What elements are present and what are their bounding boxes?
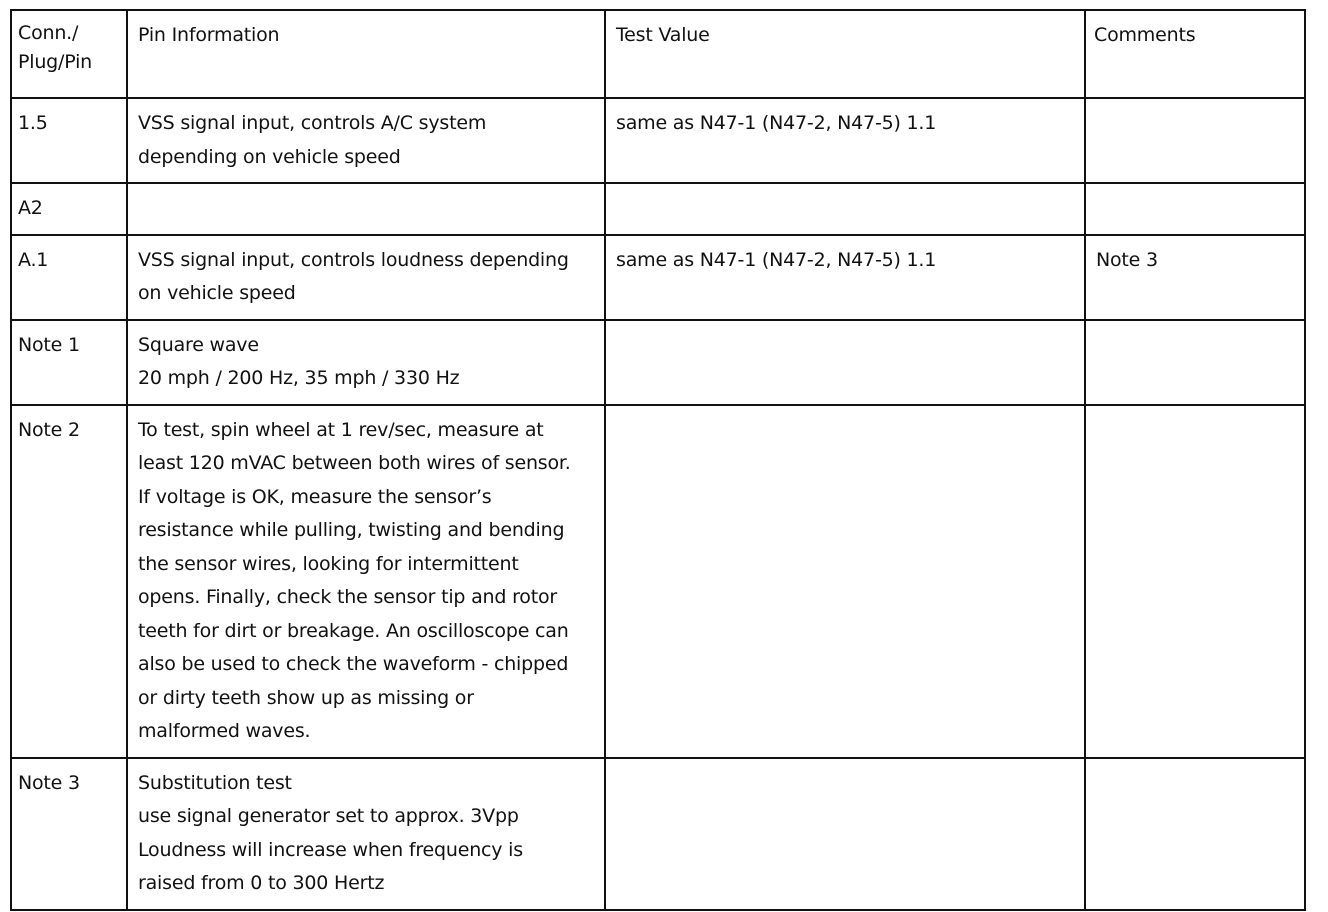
header-test-value: Test Value bbox=[605, 10, 1085, 98]
pin-info-line: also be used to check the waveform - chipped bbox=[138, 653, 569, 675]
conn-cell: Note 3 bbox=[11, 758, 127, 910]
table-header-row bbox=[11, 10, 1305, 98]
test-value-cell bbox=[605, 758, 1085, 910]
pin-info-line: Square wave bbox=[138, 333, 259, 356]
pin-info-line: malformed waves. bbox=[138, 720, 311, 742]
pin-info-cell bbox=[127, 98, 605, 183]
conn-cell: 1.5 bbox=[11, 98, 127, 183]
pin-info-line: To test, spin wheel at 1 rev/sec, measure at bbox=[138, 418, 544, 441]
test-value-cell bbox=[605, 320, 1085, 405]
pin-info-line: Substitution test bbox=[138, 771, 292, 794]
conn-cell: Note 2 bbox=[11, 405, 127, 758]
test-value-cell bbox=[605, 183, 1085, 235]
comments-cell bbox=[1085, 183, 1305, 235]
test-value-cell bbox=[605, 405, 1085, 758]
pin-info-line: If voltage is OK, measure the sensor’s bbox=[138, 485, 492, 508]
header-conn-plug-pin bbox=[11, 10, 127, 98]
pin-info-line: 20 mph / 200 Hz, 35 mph / 330 Hz bbox=[138, 367, 460, 389]
test-value-cell: same as N47-1 (N47-2, N47-5) 1.1 bbox=[605, 235, 1085, 320]
table-row bbox=[11, 405, 1305, 758]
table-row bbox=[11, 758, 1305, 910]
conn-cell: Note 1 bbox=[11, 320, 127, 405]
pin-info-line: VSS signal input, controls A/C system bbox=[138, 112, 487, 134]
header-conn-line-2: Plug/Pin bbox=[18, 51, 93, 73]
header-conn-line-1: Conn./ bbox=[18, 22, 79, 44]
pin-info-line: teeth for dirt or breakage. An oscilloscope can bbox=[138, 619, 569, 642]
pin-info-line: VSS signal input, controls loudness depending bbox=[138, 248, 569, 271]
pin-info-line: Loudness will increase when frequency is bbox=[138, 838, 523, 861]
pin-info-cell bbox=[127, 320, 605, 405]
header-pin-information: Pin Information bbox=[127, 10, 605, 98]
pin-info-line: on vehicle speed bbox=[138, 282, 296, 304]
test-value-cell: same as N47-1 (N47-2, N47-5) 1.1 bbox=[605, 98, 1085, 183]
pin-info-line: use signal generator set to approx. 3Vpp bbox=[138, 805, 519, 827]
pin-info-cell bbox=[127, 405, 605, 758]
pin-info-cell bbox=[127, 758, 605, 910]
header-comments: Comments bbox=[1085, 10, 1305, 98]
pin-info-cell bbox=[127, 235, 605, 320]
pin-info-line: resistance while pulling, twisting and bending bbox=[138, 519, 565, 541]
table-row bbox=[11, 320, 1305, 405]
table-row bbox=[11, 98, 1305, 183]
pin-info-line: raised from 0 to 300 Hertz bbox=[138, 872, 385, 894]
comments-cell bbox=[1085, 98, 1305, 183]
conn-cell: A2 bbox=[11, 183, 127, 235]
comments-cell bbox=[1085, 758, 1305, 910]
pin-info-line: least 120 mVAC between both wires of sensor. bbox=[138, 452, 571, 474]
pin-info-line: the sensor wires, looking for intermittent bbox=[138, 552, 519, 575]
pin-info-line: depending on vehicle speed bbox=[138, 145, 401, 168]
pin-info-line: opens. Finally, check the sensor tip and rotor bbox=[138, 586, 557, 608]
comments-cell: Note 3 bbox=[1085, 235, 1305, 320]
conn-cell: A.1 bbox=[11, 235, 127, 320]
comments-cell bbox=[1085, 320, 1305, 405]
pin-info-line: or dirty teeth show up as missing or bbox=[138, 686, 474, 709]
pin-info-cell bbox=[127, 183, 605, 235]
table-row bbox=[11, 183, 1305, 235]
pin-information-table bbox=[10, 9, 1306, 911]
table-row bbox=[11, 235, 1305, 320]
comments-cell bbox=[1085, 405, 1305, 758]
